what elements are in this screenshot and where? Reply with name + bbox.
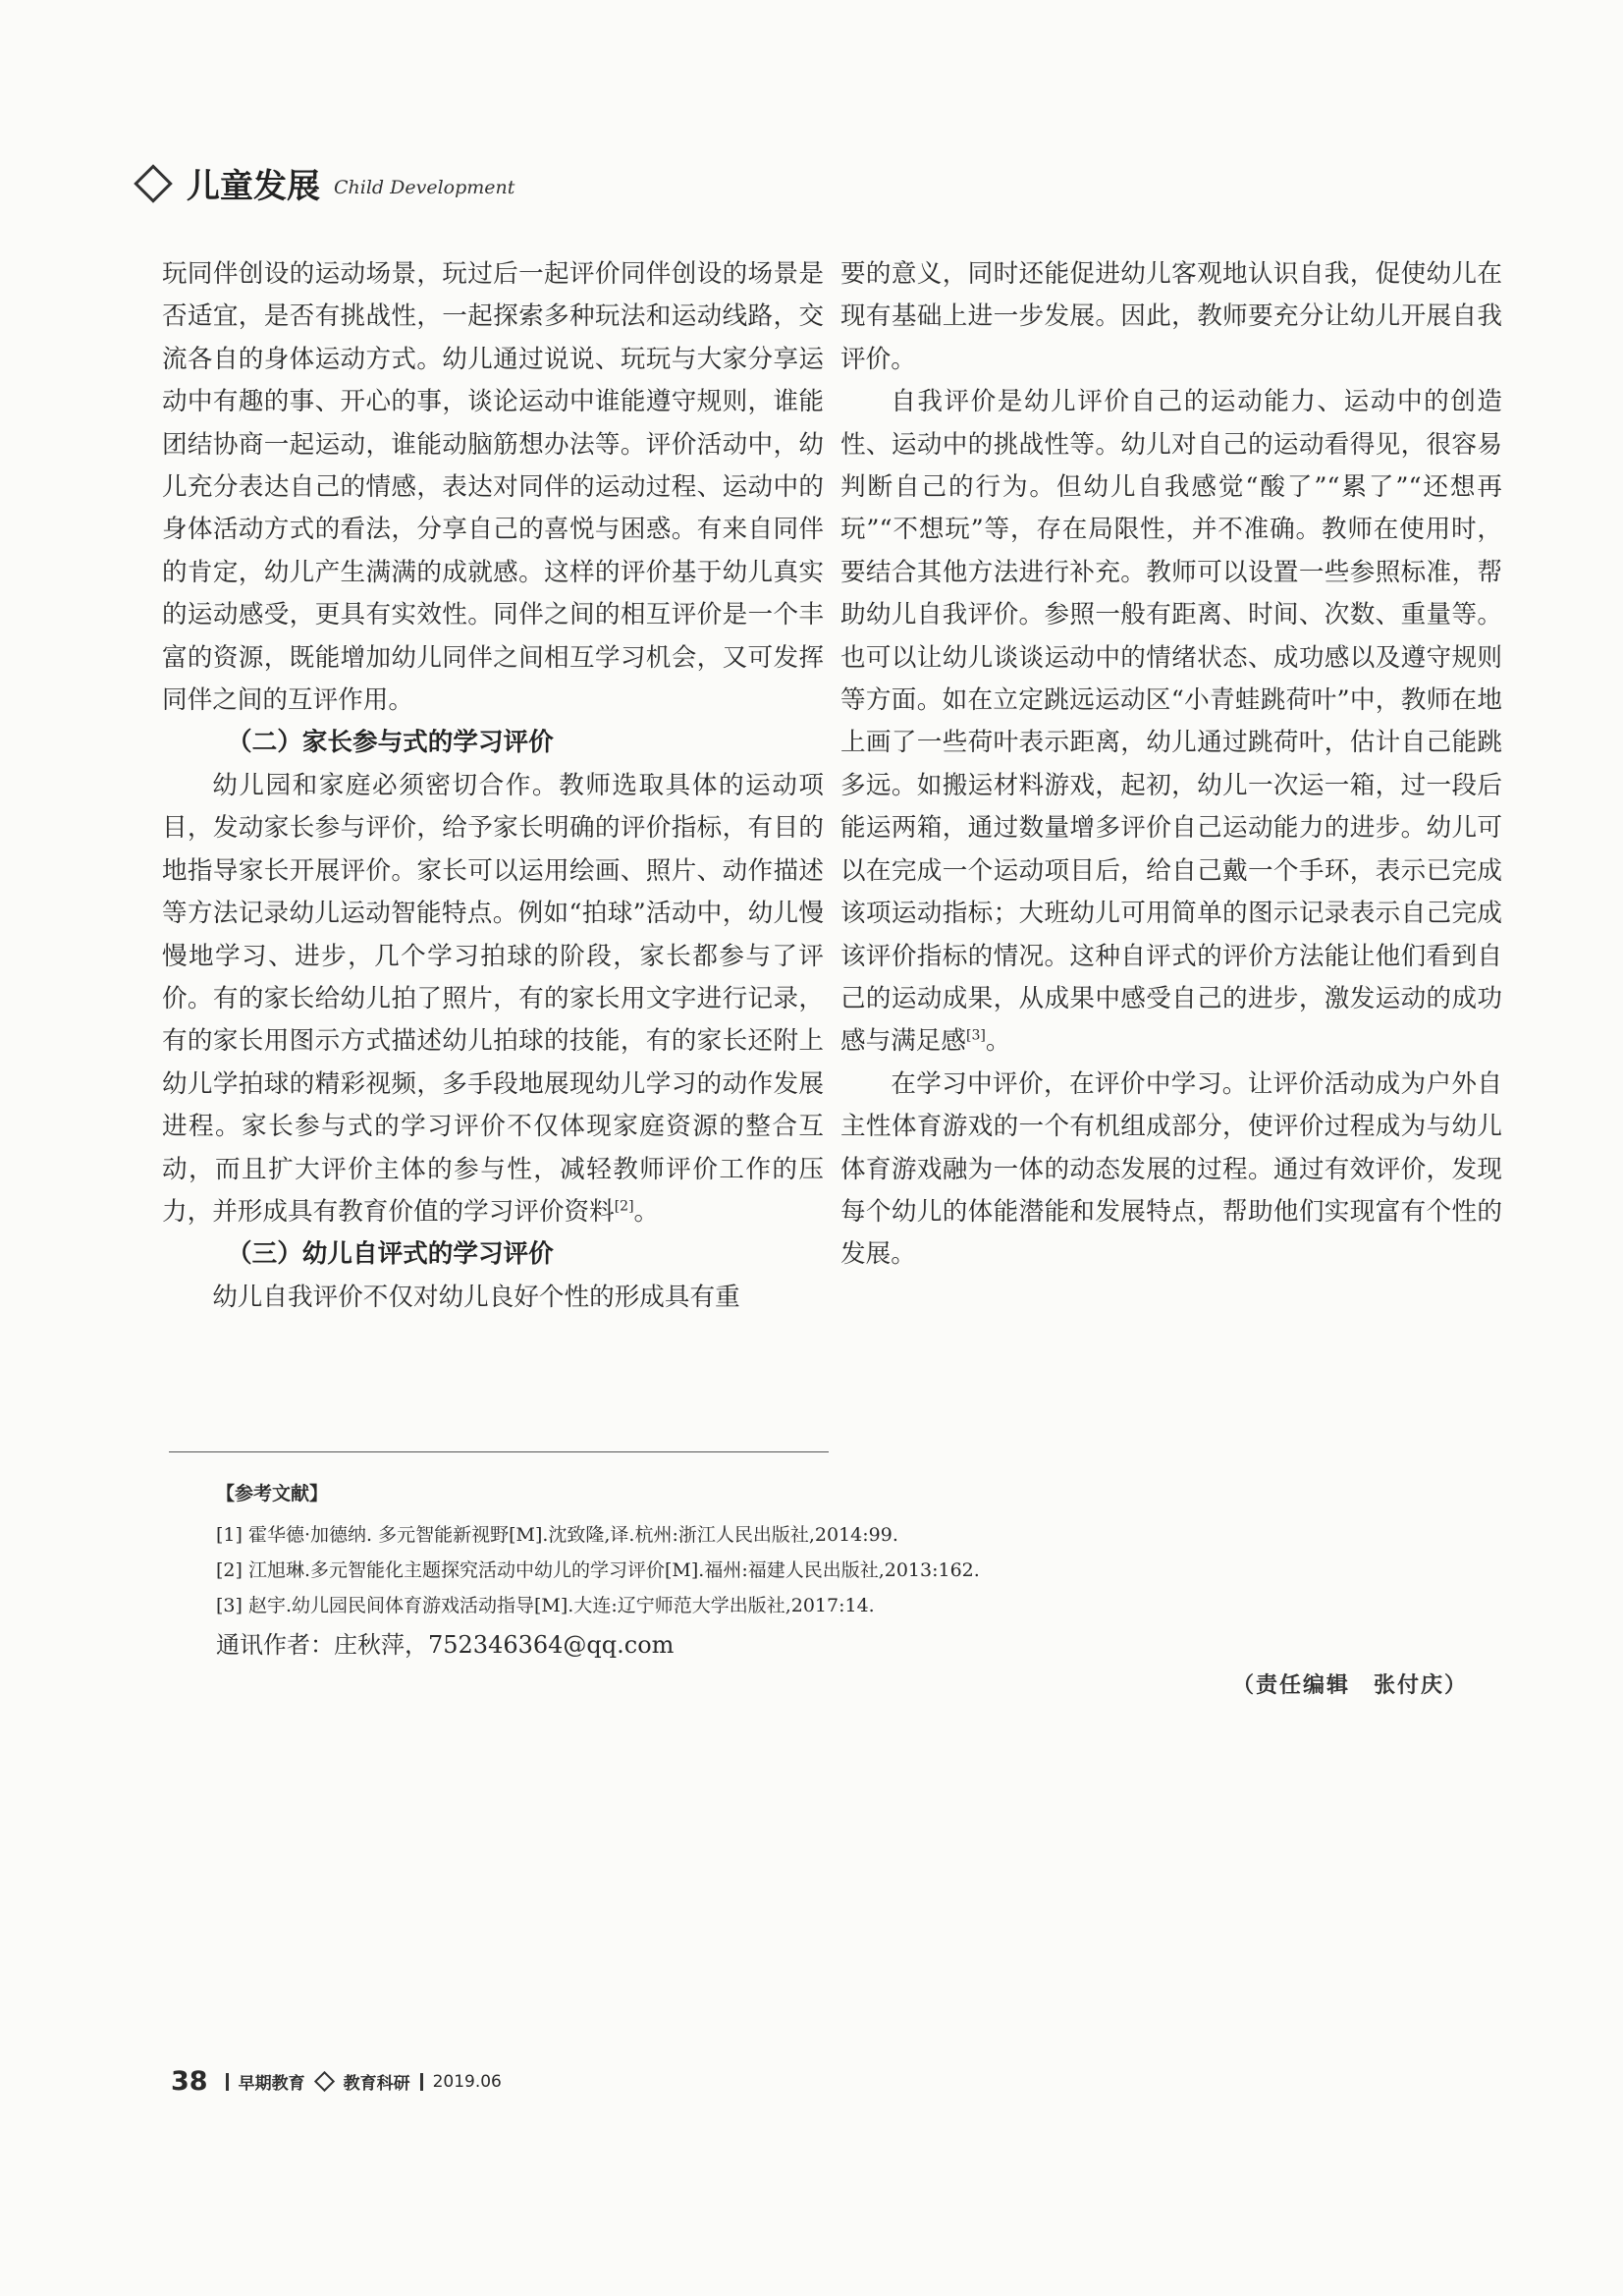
diamond-icon — [313, 2071, 334, 2092]
citation-ref: [3] — [965, 1027, 986, 1044]
page-footer — [171, 2066, 502, 2097]
paragraph-end: 。 — [985, 1026, 1011, 1057]
reference-item: [1] 霍华德·加德纳. 多元智能新视野[M].沈致隆,译.杭州:浙江人民出版社,2014:99. — [216, 1524, 898, 1546]
diamond-icon — [134, 164, 173, 203]
subheading: （二）家长参与式的学习评价 — [227, 728, 554, 758]
references — [216, 1476, 1492, 1623]
paragraph: 幼儿自我评价不仅对幼儿良好个性的形成具有重 — [212, 1282, 740, 1312]
paragraph: 玩同伴创设的运动场景，玩过后一起评价同伴创设的场景是否适宜，是否有挑战性，一起探索多种玩法和运动线路，交流各自的身体运动方式。幼儿通过说说、玩玩与大家分享运动中有趣的事、开心的事，谈论运动中谁能遵守规则，谁能团结协商一起运动，谁能动脑筋想办法等。评价活动中，幼儿充分表达自己的情感，表达对同伴的运动过程、运动中的身体活动方式的看法，分享自己的喜悦与困惑。有来自同伴的肯定，幼儿产生满满的成就感。这样的评价基于幼儿真实的运动感受，更具有实效性。同伴之间的相互评价是一个丰富的资源，既能增加幼儿同伴之间相互学习机会，又可发挥同伴之间的互评作用。 — [162, 259, 824, 716]
section-title: 儿童发展 — [187, 167, 320, 206]
page-number: 38 — [171, 2066, 208, 2097]
references-title: 【参考文献】 — [216, 1483, 329, 1504]
paragraph: 要的意义，同时还能促进幼儿客观地认识自我，促使幼儿在现有基础上进一步发展。因此，教师要充分让幼儿开展自我评价。 — [840, 259, 1502, 374]
right-column — [840, 253, 1502, 1277]
responsible-editor: （责任编辑 张付庆） — [1231, 1672, 1468, 1698]
divider — [169, 1451, 829, 1452]
citation-ref: [2] — [614, 1198, 634, 1215]
correspondence: 通讯作者：庄秋萍，752346364@qq.com — [216, 1631, 675, 1659]
paragraph: 在学习中评价，在评价中学习。让评价活动成为户外自主性体育游戏的一个有机组成部分，使评价过程成为与幼儿体育游戏融为一体的动态发展的过程。通过有效评价，发现每个幼儿的体能潜能和发展特点，帮助他们实现富有个性的发展。 — [840, 1068, 1502, 1270]
paragraph-text: 幼儿园和家庭必须密切合作。教师选取具体的运动项目，发动家长参与评价，给予家长明确的评价指标，有目的地指导家长开展评价。家长可以运用绘画、照片、动作描述等方法记录幼儿运动智能特点。例如“拍球”活动中，幼儿慢慢地学习、进步，几个学习拍球的阶段，家长都参与了评价。有的家长给幼儿拍了照片，有的家长用文字进行记录，有的家长用图示方式描述幼儿拍球的技能，有的家长还附上幼儿学拍球的精彩视频，多手段地展现幼儿学习的动作发展进程。家长参与式的学习评价不仅体现家庭资源的整合互动，而且扩大评价主体的参与性，减轻教师评价工作的压力，并形成具有教育价值的学习评价资料 — [162, 770, 824, 1227]
left-column — [162, 253, 824, 1319]
separator — [420, 2073, 423, 2091]
reference-item: [2] 江旭琳.多元智能化主题探究活动中幼儿的学习评价[M].福州:福建人民出版社,2013:162. — [216, 1559, 980, 1581]
section-title-en: Child Development — [334, 176, 515, 198]
reference-item: [3] 赵宇.幼儿园民间体育游戏活动指导[M].大连:辽宁师范大学出版社,2017:14. — [216, 1595, 875, 1616]
paragraph — [162, 765, 824, 1233]
issue-date: 2019.06 — [432, 2071, 502, 2092]
subheading: （三）幼儿自评式的学习评价 — [227, 1239, 554, 1270]
paragraph — [840, 381, 1502, 1064]
paragraph-end: 。 — [633, 1196, 660, 1227]
journal-name: 早期教育 — [238, 2074, 305, 2094]
section-header — [139, 159, 514, 207]
journal-section: 教育科研 — [343, 2074, 410, 2094]
separator — [226, 2073, 229, 2091]
paragraph-text: 自我评价是幼儿评价自己的运动能力、运动中的创造性、运动中的挑战性等。幼儿对自己的运动看得见，很容易判断自己的行为。但幼儿自我感觉“酸了”“累了”“还想再玩”“不想玩”等，存在局限性，并不准确。教师在使用时，要结合其他方法进行补充。教师可以设置一些参照标准，帮助幼儿自我评价。参照一般有距离、时间、次数、重量等。也可以让幼儿谈谈运动中的情绪状态、成功感以及遵守规则等方面。如在立定跳远运动区“小青蛙跳荷叶”中，教师在地上画了一些荷叶表示距离，幼儿通过跳荷叶，估计自己能跳多远。如搬运材料游戏，起初，幼儿一次运一箱，过一段后能运两箱，通过数量增多评价自己运动能力的进步。幼儿可以在完成一个运动项目后，给自己戴一个手环，表示已完成该项运动指标；大班幼儿可用简单的图示记录表示自己完成该评价指标的情况。这种自评式的评价方法能让他们看到自己的运动成果，从成果中感受自己的进步，激发运动的成功感与满足感 — [840, 387, 1502, 1057]
